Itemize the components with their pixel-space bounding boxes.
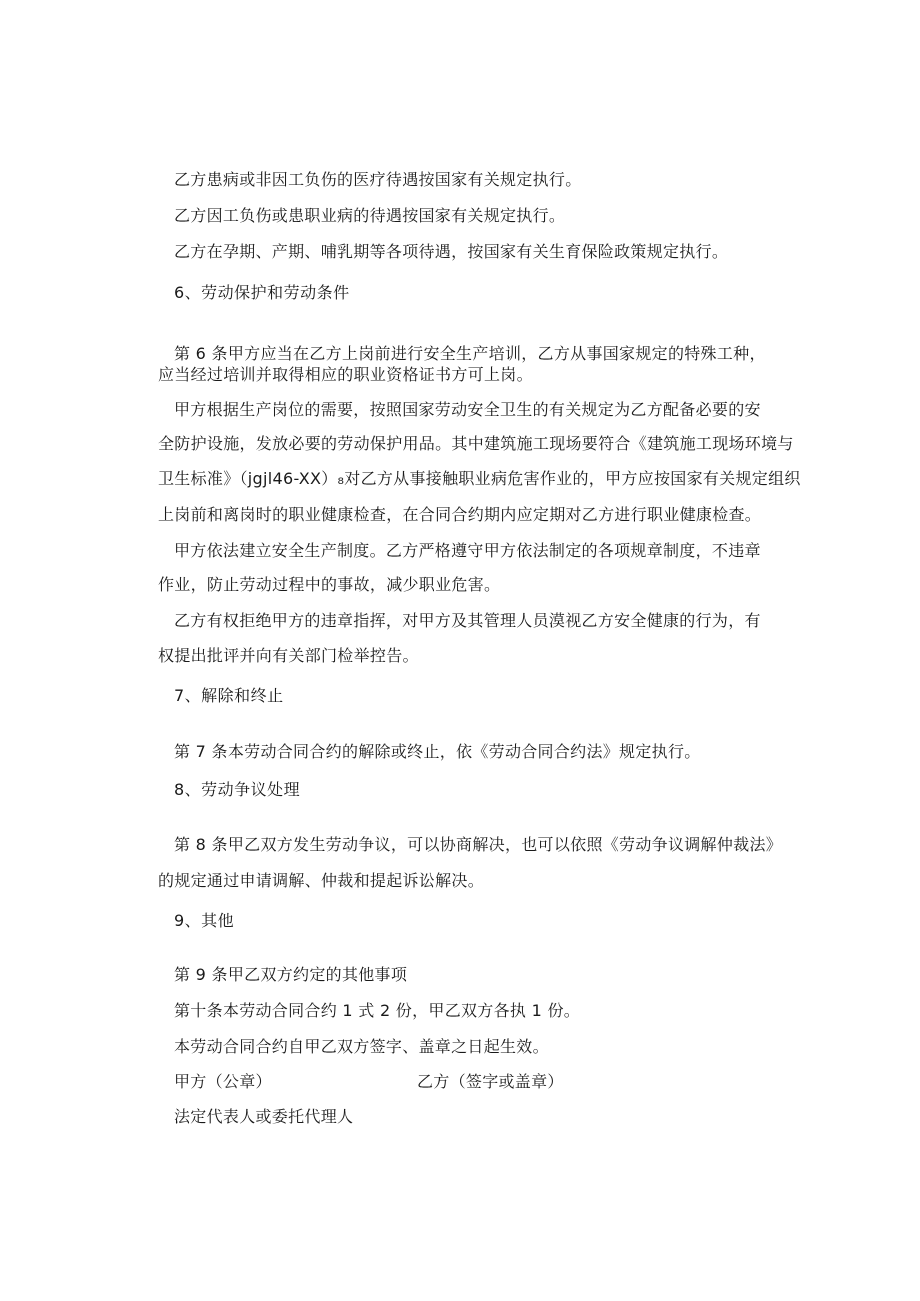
article-10: 第十条本劳动合同合约 1 式 2 份，甲乙双方各执 1 份。 [174, 1001, 581, 1020]
paragraph-medical-treatment: 乙方患病或非因工负伤的医疗待遇按国家有关规定执行。 [174, 170, 582, 189]
section-heading-7: 7、解除和终止 [174, 686, 284, 705]
section-heading-6: 6、劳动保护和劳动条件 [174, 283, 350, 302]
paragraph-safety-line-1: 甲方依法建立安全生产制度。乙方严格遵守甲方依法制定的各项规章制度，不违章 [174, 541, 761, 560]
signature-party-b: 乙方（签字或盖章） [417, 1072, 564, 1091]
paragraph-protection-line-2: 全防护设施，发放必要的劳动保护用品。其中建筑施工现场要符合《建筑施工现场环境与 [158, 434, 794, 453]
paragraph-refuse-line-2: 权提出批评并向有关部门检举控告。 [158, 646, 419, 665]
article-8-line-1: 第 8 条甲乙双方发生劳动争议，可以协商解决，也可以依照《劳动争议调解仲裁法》 [174, 835, 783, 854]
section-heading-9: 9、其他 [174, 911, 235, 930]
signature-representative: 法定代表人或委托代理人 [174, 1107, 354, 1126]
article-8-line-2: 的规定通过申请调解、仲裁和提起诉讼解决。 [158, 871, 485, 890]
paragraph-refuse-line-1: 乙方有权拒绝甲方的违章指挥，对甲方及其管理人员漠视乙方安全健康的行为，有 [174, 611, 761, 630]
paragraph-protection-line-4: 上岗前和离岗时的职业健康检查，在合同合约期内应定期对乙方进行职业健康检查。 [158, 505, 762, 524]
article-9: 第 9 条甲乙双方约定的其他事项 [174, 965, 408, 984]
paragraph-maternity: 乙方在孕期、产期、哺乳期等各项待遇，按国家有关生育保险政策规定执行。 [174, 242, 729, 261]
article-6-line-1: 第 6 条甲方应当在乙方上岗前进行安全生产培训，乙方从事国家规定的特殊工种， [174, 344, 766, 363]
article-7: 第 7 条本劳动合同合约的解除或终止，依《劳动合同合约法》规定执行。 [174, 742, 701, 761]
paragraph-protection-line-3: 卫生标准》（jgjl46-XX）₈对乙方从事接触职业病危害作业的，甲方应按国家有关规定组织 [158, 469, 801, 488]
paragraph-safety-line-2: 作业，防止劳动过程中的事故，减少职业危害。 [158, 575, 501, 594]
signature-party-a: 甲方（公章） [174, 1072, 272, 1091]
article-6-line-2: 应当经过培训并取得相应的职业资格证书方可上岗。 [158, 365, 533, 384]
paragraph-protection-line-1: 甲方根据生产岗位的需要，按照国家劳动安全卫生的有关规定为乙方配备必要的安 [174, 400, 761, 419]
paragraph-effective-date: 本劳动合同合约自甲乙双方签字、盖章之日起生效。 [174, 1037, 549, 1056]
paragraph-work-injury: 乙方因工负伤或患职业病的待遇按国家有关规定执行。 [174, 206, 566, 225]
section-heading-8: 8、劳动争议处理 [174, 780, 301, 799]
